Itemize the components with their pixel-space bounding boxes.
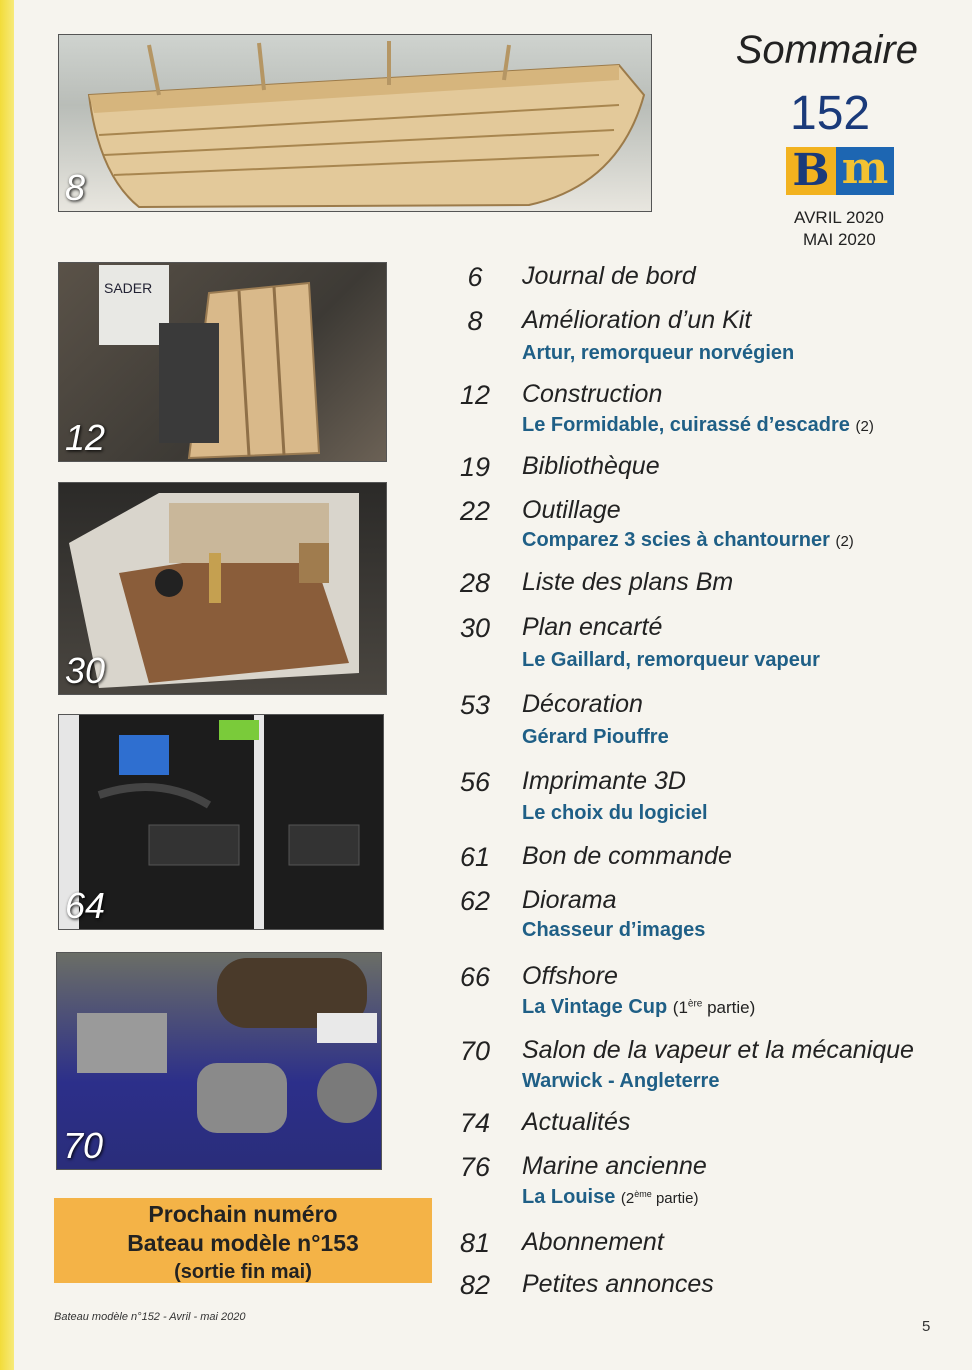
- photo-hull-model: [58, 34, 652, 212]
- toc-section-title: Décoration: [522, 690, 643, 718]
- motor-illustration: [59, 715, 383, 929]
- toc-page-number: 81: [459, 1228, 491, 1258]
- toc-page-number: 66: [459, 962, 491, 992]
- toc-subtitle: Gérard Piouffre: [522, 726, 669, 748]
- next-issue-heading: Prochain numéro: [148, 1201, 338, 1227]
- toc-part-suffix: (2ème partie): [620, 1189, 699, 1207]
- page-number: 5: [922, 1318, 931, 1335]
- logo-letter-b: B: [786, 147, 836, 195]
- photo-number-label: 12: [65, 417, 106, 458]
- page-title: Sommaire: [735, 28, 918, 72]
- toc-subtitle-line: [522, 414, 874, 437]
- toc-section-title: Outillage: [522, 496, 621, 524]
- toc-subtitle: Le Gaillard, remorqueur vapeur: [522, 649, 820, 671]
- next-issue-box: [54, 1198, 432, 1283]
- toc-section-title: Liste des plans Bm: [522, 568, 734, 596]
- photo-number-label: 64: [65, 885, 106, 926]
- toc-part-suffix: (1ère partie): [672, 998, 756, 1017]
- toc-subtitle-line: [522, 996, 755, 1019]
- toc-section-title: Construction: [522, 380, 663, 408]
- toc-page-number: 76: [459, 1152, 491, 1182]
- toc-subtitle-line: [522, 1186, 698, 1209]
- footer-credit: Bateau modèle n°152 - Avril - mai 2020: [54, 1311, 246, 1323]
- issue-date-line1: AVRIL 2020: [794, 208, 884, 227]
- toc-subtitle: La Vintage Cup: [522, 996, 668, 1018]
- toc-page-number: 82: [459, 1270, 491, 1300]
- toc-section-title: Actualités: [522, 1108, 631, 1136]
- page-edge-band: [0, 0, 14, 1370]
- logo-letter-m: m: [836, 147, 894, 195]
- hull-illustration: [59, 35, 651, 211]
- toc-section-title: Marine ancienne: [522, 1152, 707, 1180]
- photo-cabin-interior: [58, 482, 387, 695]
- toc-subtitle: Comparez 3 scies à chantourner: [522, 529, 830, 551]
- toc-section-title: Journal de bord: [522, 262, 696, 290]
- toc-page-number: 61: [459, 842, 491, 872]
- photo-motor-compartment: [58, 714, 384, 930]
- toc-section-title: Petites annonces: [522, 1270, 714, 1298]
- next-issue-release: (sortie fin mai): [174, 1261, 312, 1283]
- toc-part-suffix: (2): [835, 533, 854, 550]
- photo-number-label: 8: [65, 167, 86, 208]
- toc-page-number: 12: [459, 380, 491, 410]
- toc-page-number: 19: [459, 452, 491, 482]
- toc-page-number: 56: [459, 767, 491, 797]
- toc-section-title: Bon de commande: [522, 842, 732, 870]
- toc-page-number: 28: [459, 568, 491, 598]
- toc-section-title: Amélioration d’un Kit: [522, 306, 752, 334]
- steam-engine-illustration: [57, 953, 381, 1169]
- toc-page-number: 8: [467, 306, 483, 336]
- toc-subtitle: Warwick - Angleterre: [522, 1070, 720, 1092]
- photo-wood-parts: [58, 262, 387, 462]
- photo-number-label: 30: [65, 650, 106, 691]
- toc-section-title: Imprimante 3D: [522, 767, 686, 795]
- toc-section-title: Bibliothèque: [522, 452, 660, 480]
- magazine-logo: [786, 143, 894, 196]
- toc-subtitle: Chasseur d’images: [522, 919, 706, 941]
- issue-date-line2: MAI 2020: [803, 230, 876, 249]
- toc-section-title: Salon de la vapeur et la mécanique: [522, 1036, 914, 1064]
- toc-section-title: Diorama: [522, 886, 617, 914]
- toc-page-number: 30: [459, 613, 491, 643]
- toc-page-number: 53: [459, 690, 491, 720]
- toc-section-title: Abonnement: [522, 1228, 664, 1256]
- photo-number-label: 70: [63, 1125, 104, 1166]
- toc-page-number: 74: [459, 1108, 491, 1138]
- toc-page-number: 70: [459, 1036, 491, 1066]
- toc-page-number: 62: [459, 886, 491, 916]
- next-issue-title: Bateau modèle n°153: [127, 1230, 359, 1256]
- toc-section-title: Plan encarté: [522, 613, 663, 641]
- toc-section-title: Offshore: [522, 962, 618, 990]
- toc-page-number: 22: [459, 496, 491, 526]
- cabin-illustration: [59, 483, 386, 694]
- photo-steam-engines: [56, 952, 382, 1170]
- svg-text:SADER: SADER: [104, 280, 153, 296]
- toc-subtitle: Le choix du logiciel: [522, 802, 708, 824]
- toc-subtitle: Artur, remorqueur norvégien: [522, 342, 795, 364]
- issue-number: 152: [790, 87, 871, 140]
- toc-part-suffix: (2): [855, 418, 874, 435]
- toc-subtitle: Le Formidable, cuirassé d’escadre: [522, 414, 850, 436]
- toc-subtitle: La Louise: [522, 1186, 616, 1208]
- wood-parts-illustration: [59, 263, 386, 461]
- toc-subtitle-line: [522, 529, 854, 552]
- toc-page-number: 6: [467, 262, 483, 292]
